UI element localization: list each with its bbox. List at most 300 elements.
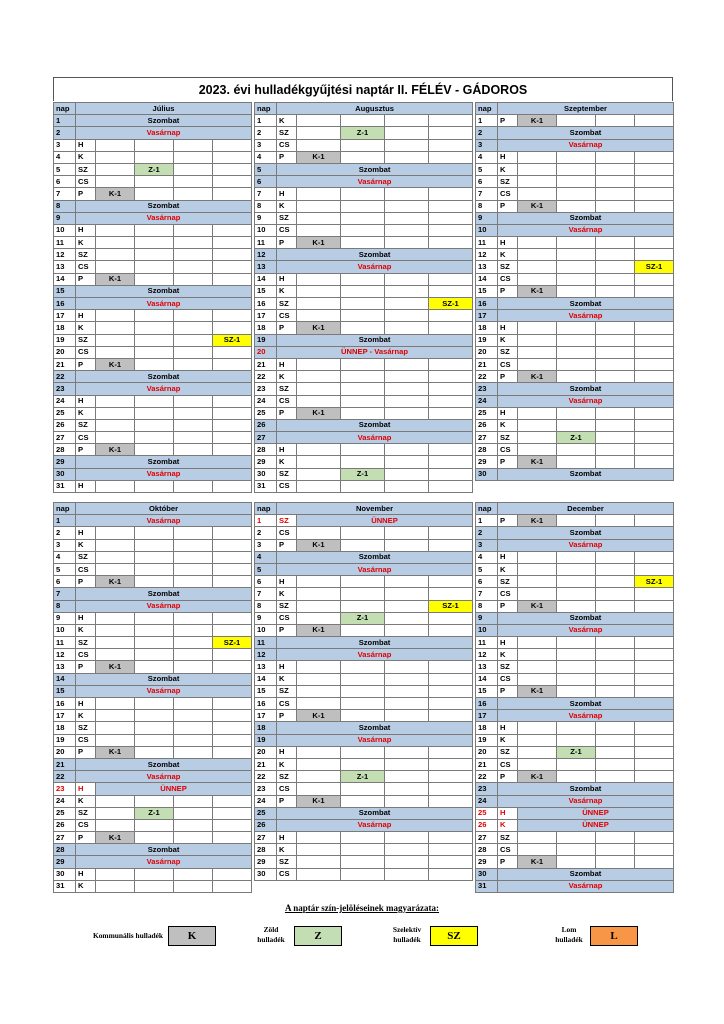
weekday-abbr: SZ <box>498 432 518 444</box>
sunday-cell: Vasárnap <box>76 383 252 395</box>
day-number: 13 <box>255 661 277 673</box>
empty-cell <box>174 698 213 710</box>
holiday-cell: ÜNNEP <box>297 515 473 527</box>
empty-cell <box>297 298 341 310</box>
day-row <box>54 868 252 880</box>
day-row <box>54 612 252 624</box>
empty-cell <box>557 685 596 697</box>
saturday-cell: Szombat <box>277 722 473 734</box>
empty-cell <box>557 576 596 588</box>
empty-cell <box>96 176 135 188</box>
day-row <box>54 200 252 212</box>
day-number: 22 <box>54 371 76 383</box>
empty-cell <box>635 673 674 685</box>
day-row <box>255 539 473 551</box>
day-row <box>255 771 473 783</box>
empty-cell <box>518 334 557 346</box>
empty-cell <box>385 661 429 673</box>
empty-cell <box>135 310 174 322</box>
empty-cell <box>135 224 174 236</box>
empty-cell <box>96 261 135 273</box>
empty-cell <box>557 163 596 175</box>
month-name: November <box>277 503 473 515</box>
day-row <box>255 600 473 612</box>
empty-cell <box>385 758 429 770</box>
day-number: 16 <box>255 698 277 710</box>
empty-cell <box>596 334 635 346</box>
weekday-abbr: CS <box>277 224 297 236</box>
empty-cell <box>135 407 174 419</box>
empty-cell <box>174 795 213 807</box>
empty-cell <box>518 176 557 188</box>
weekday-abbr: P <box>498 515 518 527</box>
empty-cell <box>174 551 213 563</box>
day-row <box>476 880 674 892</box>
k-collection-cell: K-1 <box>96 188 135 200</box>
weekday-abbr: H <box>76 480 96 492</box>
day-row <box>255 383 473 395</box>
weekday-abbr: K <box>277 115 297 127</box>
empty-cell <box>341 322 385 334</box>
month-table <box>475 502 674 893</box>
empty-cell <box>518 151 557 163</box>
saturday-cell: Szombat <box>498 527 674 539</box>
day-number: 28 <box>255 444 277 456</box>
k-collection-cell: K-1 <box>518 456 557 468</box>
day-row <box>476 249 674 261</box>
sunday-cell: Vasárnap <box>498 880 674 892</box>
weekday-abbr: H <box>76 868 96 880</box>
sunday-cell: Vasárnap <box>76 600 252 612</box>
empty-cell <box>135 358 174 370</box>
empty-cell <box>135 419 174 431</box>
day-number: 16 <box>476 698 498 710</box>
saturday-cell: Szombat <box>76 371 252 383</box>
day-number: 19 <box>255 734 277 746</box>
day-number: 10 <box>476 224 498 236</box>
month-header-row <box>476 503 674 515</box>
weekday-abbr: SZ <box>277 383 297 395</box>
weekday-abbr: K <box>277 588 297 600</box>
day-row <box>476 771 674 783</box>
empty-cell <box>596 563 635 575</box>
empty-cell <box>135 710 174 722</box>
empty-cell <box>174 322 213 334</box>
empty-cell <box>635 151 674 163</box>
empty-cell <box>174 807 213 819</box>
empty-cell <box>96 163 135 175</box>
empty-cell <box>341 407 385 419</box>
empty-cell <box>385 673 429 685</box>
legend-box-z: Z <box>294 926 342 946</box>
weekday-abbr: H <box>277 661 297 673</box>
saturday-cell: Szombat <box>277 419 473 431</box>
empty-cell <box>213 551 252 563</box>
empty-cell <box>135 563 174 575</box>
weekday-abbr: CS <box>76 261 96 273</box>
empty-cell <box>135 868 174 880</box>
empty-cell <box>385 200 429 212</box>
empty-cell <box>213 163 252 175</box>
empty-cell <box>429 310 473 322</box>
day-row <box>476 237 674 249</box>
k-collection-cell: K-1 <box>297 624 341 636</box>
empty-cell <box>135 661 174 673</box>
day-row <box>476 163 674 175</box>
day-number: 20 <box>476 346 498 358</box>
day-number: 1 <box>476 115 498 127</box>
day-number: 5 <box>255 563 277 575</box>
empty-cell <box>429 224 473 236</box>
day-number: 18 <box>54 722 76 734</box>
empty-cell <box>174 563 213 575</box>
weekday-abbr: P <box>498 600 518 612</box>
day-row <box>255 856 473 868</box>
day-row <box>255 795 473 807</box>
weekday-abbr: CS <box>277 527 297 539</box>
empty-cell <box>518 322 557 334</box>
day-number: 13 <box>476 661 498 673</box>
empty-cell <box>429 795 473 807</box>
empty-cell <box>174 139 213 151</box>
empty-cell <box>429 237 473 249</box>
day-row <box>54 600 252 612</box>
day-number: 18 <box>476 722 498 734</box>
day-row <box>54 151 252 163</box>
empty-cell <box>213 576 252 588</box>
weekday-abbr: K <box>498 249 518 261</box>
weekday-abbr: H <box>76 139 96 151</box>
day-number: 15 <box>255 685 277 697</box>
weekday-abbr: P <box>498 200 518 212</box>
day-number: 11 <box>54 637 76 649</box>
holiday-cell: ÜNNEP - Vasárnap <box>277 346 473 358</box>
weekday-abbr: K <box>277 285 297 297</box>
day-row <box>476 139 674 151</box>
day-number: 12 <box>476 249 498 261</box>
empty-cell <box>213 527 252 539</box>
day-number: 9 <box>255 612 277 624</box>
day-row <box>476 127 674 139</box>
empty-cell <box>596 407 635 419</box>
sunday-cell: Vasárnap <box>76 212 252 224</box>
empty-cell <box>596 371 635 383</box>
empty-cell <box>635 358 674 370</box>
month-name: Augusztus <box>277 103 473 115</box>
weekday-abbr: P <box>277 624 297 636</box>
day-number: 23 <box>255 783 277 795</box>
empty-cell <box>135 261 174 273</box>
holiday-cell: ÜNNEP <box>518 819 674 831</box>
empty-cell <box>213 249 252 261</box>
day-number: 19 <box>476 334 498 346</box>
empty-cell <box>341 758 385 770</box>
empty-cell <box>213 261 252 273</box>
weekday-abbr: CS <box>76 649 96 661</box>
day-number: 15 <box>255 285 277 297</box>
day-number: 25 <box>54 807 76 819</box>
empty-cell <box>213 722 252 734</box>
day-number: 30 <box>476 868 498 880</box>
day-number: 18 <box>54 322 76 334</box>
empty-cell <box>518 576 557 588</box>
empty-cell <box>135 612 174 624</box>
empty-cell <box>297 856 341 868</box>
empty-cell <box>297 444 341 456</box>
day-number: 4 <box>255 151 277 163</box>
weekday-abbr: SZ <box>277 298 297 310</box>
empty-cell <box>557 563 596 575</box>
weekday-abbr: SZ <box>498 176 518 188</box>
empty-cell <box>635 832 674 844</box>
empty-cell <box>518 673 557 685</box>
day-number: 16 <box>54 298 76 310</box>
saturday-cell: Szombat <box>498 127 674 139</box>
empty-cell <box>341 527 385 539</box>
empty-cell <box>635 588 674 600</box>
weekday-abbr: K <box>76 151 96 163</box>
empty-cell <box>557 261 596 273</box>
day-number: 24 <box>255 795 277 807</box>
day-row <box>255 212 473 224</box>
day-number: 18 <box>476 322 498 334</box>
k-collection-cell: K-1 <box>96 576 135 588</box>
day-row <box>476 600 674 612</box>
empty-cell <box>213 188 252 200</box>
empty-cell <box>635 844 674 856</box>
day-row <box>255 685 473 697</box>
empty-cell <box>429 383 473 395</box>
empty-cell <box>385 151 429 163</box>
day-row <box>476 371 674 383</box>
empty-cell <box>518 346 557 358</box>
empty-cell <box>557 649 596 661</box>
day-row <box>255 310 473 322</box>
empty-cell <box>174 188 213 200</box>
weekday-abbr: P <box>277 539 297 551</box>
empty-cell <box>135 480 174 492</box>
day-number: 23 <box>54 383 76 395</box>
day-number: 2 <box>255 527 277 539</box>
empty-cell <box>96 807 135 819</box>
weekday-abbr: K <box>498 563 518 575</box>
empty-cell <box>135 151 174 163</box>
weekday-abbr: K <box>277 456 297 468</box>
day-number: 12 <box>255 649 277 661</box>
empty-cell <box>557 419 596 431</box>
day-row <box>54 395 252 407</box>
empty-cell <box>429 212 473 224</box>
day-row <box>476 673 674 685</box>
empty-cell <box>429 771 473 783</box>
day-row <box>476 527 674 539</box>
empty-cell <box>429 371 473 383</box>
month-table <box>254 102 473 493</box>
empty-cell <box>96 637 135 649</box>
empty-cell <box>297 371 341 383</box>
empty-cell <box>385 856 429 868</box>
legend-box-sz: SZ <box>430 926 478 946</box>
z-collection-cell: Z-1 <box>135 807 174 819</box>
empty-cell <box>174 880 213 892</box>
empty-cell <box>341 224 385 236</box>
empty-cell <box>174 868 213 880</box>
empty-cell <box>429 273 473 285</box>
nap-header: nap <box>476 103 498 115</box>
day-number: 4 <box>476 551 498 563</box>
day-row <box>54 468 252 480</box>
empty-cell <box>385 298 429 310</box>
empty-cell <box>635 334 674 346</box>
saturday-cell: Szombat <box>498 612 674 624</box>
empty-cell <box>174 395 213 407</box>
empty-cell <box>341 139 385 151</box>
empty-cell <box>297 127 341 139</box>
empty-cell <box>518 188 557 200</box>
day-row <box>54 139 252 151</box>
weekday-abbr: H <box>498 637 518 649</box>
weekday-abbr: K <box>76 237 96 249</box>
day-row <box>255 261 473 273</box>
empty-cell <box>213 795 252 807</box>
day-row <box>54 298 252 310</box>
k-collection-cell: K-1 <box>96 273 135 285</box>
empty-cell <box>297 200 341 212</box>
empty-cell <box>297 698 341 710</box>
day-row <box>54 176 252 188</box>
empty-cell <box>341 285 385 297</box>
empty-cell <box>297 212 341 224</box>
day-row <box>255 746 473 758</box>
empty-cell <box>135 649 174 661</box>
empty-cell <box>385 612 429 624</box>
empty-cell <box>385 868 429 880</box>
empty-cell <box>557 456 596 468</box>
empty-cell <box>135 637 174 649</box>
weekday-abbr: P <box>498 285 518 297</box>
day-row <box>476 832 674 844</box>
empty-cell <box>429 758 473 770</box>
empty-cell <box>213 358 252 370</box>
empty-cell <box>596 273 635 285</box>
day-number: 23 <box>54 783 76 795</box>
empty-cell <box>174 612 213 624</box>
day-row <box>255 395 473 407</box>
day-row <box>476 722 674 734</box>
empty-cell <box>135 698 174 710</box>
empty-cell <box>213 480 252 492</box>
day-number: 6 <box>255 176 277 188</box>
empty-cell <box>557 637 596 649</box>
day-row <box>255 673 473 685</box>
empty-cell <box>557 844 596 856</box>
empty-cell <box>385 139 429 151</box>
empty-cell <box>596 346 635 358</box>
day-row <box>54 795 252 807</box>
day-row <box>476 395 674 407</box>
day-number: 1 <box>54 115 76 127</box>
empty-cell <box>213 880 252 892</box>
empty-cell <box>341 310 385 322</box>
empty-cell <box>297 832 341 844</box>
empty-cell <box>135 746 174 758</box>
empty-cell <box>635 649 674 661</box>
empty-cell <box>341 710 385 722</box>
empty-cell <box>518 588 557 600</box>
empty-cell <box>385 285 429 297</box>
k-collection-cell: K-1 <box>96 444 135 456</box>
empty-cell <box>596 758 635 770</box>
saturday-cell: Szombat <box>76 588 252 600</box>
empty-cell <box>96 407 135 419</box>
empty-cell <box>213 444 252 456</box>
empty-cell <box>297 456 341 468</box>
day-number: 11 <box>54 237 76 249</box>
empty-cell <box>557 115 596 127</box>
day-row <box>54 456 252 468</box>
day-row <box>476 551 674 563</box>
empty-cell <box>557 856 596 868</box>
day-row <box>476 273 674 285</box>
day-row <box>476 346 674 358</box>
empty-cell <box>385 710 429 722</box>
day-number: 31 <box>476 880 498 892</box>
k-collection-cell: K-1 <box>297 322 341 334</box>
weekday-abbr: P <box>277 322 297 334</box>
day-row <box>54 261 252 273</box>
empty-cell <box>96 624 135 636</box>
day-number: 13 <box>255 261 277 273</box>
empty-cell <box>557 334 596 346</box>
empty-cell <box>518 419 557 431</box>
weekday-abbr: CS <box>277 783 297 795</box>
day-row <box>54 539 252 551</box>
day-row <box>255 661 473 673</box>
empty-cell <box>135 832 174 844</box>
month-name: December <box>498 503 674 515</box>
weekday-abbr: CS <box>76 176 96 188</box>
day-row <box>54 661 252 673</box>
empty-cell <box>174 576 213 588</box>
empty-cell <box>385 746 429 758</box>
day-number: 7 <box>476 188 498 200</box>
day-row <box>54 758 252 770</box>
empty-cell <box>135 395 174 407</box>
empty-cell <box>385 127 429 139</box>
empty-cell <box>596 588 635 600</box>
saturday-cell: Szombat <box>76 844 252 856</box>
empty-cell <box>518 358 557 370</box>
saturday-cell: Szombat <box>277 334 473 346</box>
day-row <box>54 807 252 819</box>
empty-cell <box>135 539 174 551</box>
weekday-abbr: K <box>76 539 96 551</box>
empty-cell <box>635 176 674 188</box>
day-number: 8 <box>54 600 76 612</box>
day-number: 26 <box>476 819 498 831</box>
empty-cell <box>341 673 385 685</box>
day-number: 6 <box>54 176 76 188</box>
empty-cell <box>174 832 213 844</box>
empty-cell <box>213 310 252 322</box>
day-row <box>476 856 674 868</box>
empty-cell <box>557 515 596 527</box>
empty-cell <box>596 685 635 697</box>
day-number: 5 <box>476 563 498 575</box>
day-number: 12 <box>54 649 76 661</box>
empty-cell <box>135 624 174 636</box>
empty-cell <box>213 563 252 575</box>
